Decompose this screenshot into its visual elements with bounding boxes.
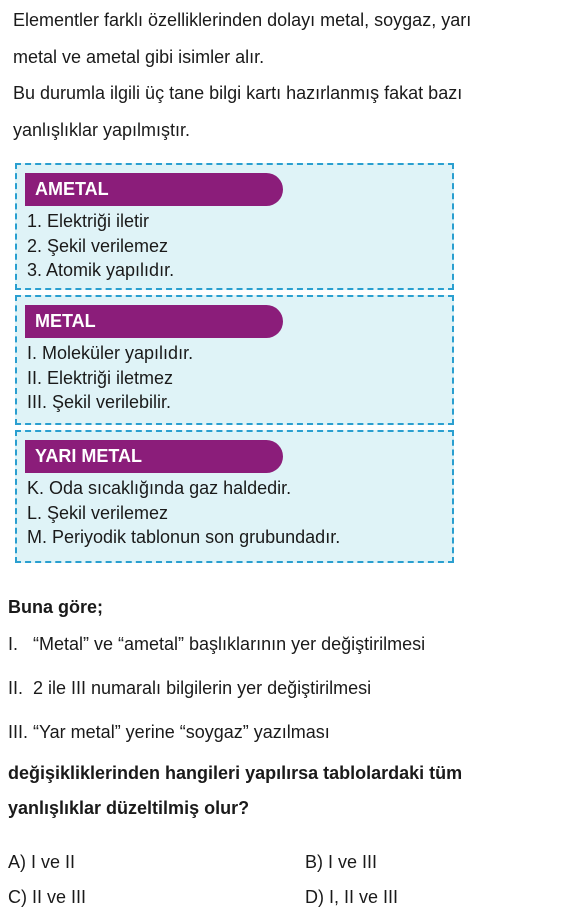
question-stem (8, 754, 568, 826)
card-item: 2. Şekil verilemez (27, 235, 169, 256)
question-option: III. “Yar metal” yerine “soygaz” yazılması (8, 722, 330, 742)
answer-choices (8, 845, 568, 915)
answer-c[interactable]: C) II ve III (8, 887, 87, 907)
card-items (27, 476, 440, 550)
question-stem-line: yanlışlıklar düzeltilmiş olur? (8, 798, 250, 818)
intro-line: yanlışlıklar yapılmıştır. (13, 119, 191, 140)
answer-row (8, 845, 568, 880)
card-title: AMETAL (25, 173, 283, 206)
question-option: I. “Metal” ve “ametal” başlıklarının yer değiştirilmesi (8, 634, 426, 654)
card-title: METAL (25, 305, 283, 338)
card-title: YARI METAL (25, 440, 283, 473)
info-cards (15, 163, 454, 563)
card-metal (15, 295, 454, 425)
card-ametal (15, 163, 454, 290)
answer-a[interactable]: A) I ve II (8, 852, 76, 872)
card-item: 3. Atomik yapılıdır. (27, 260, 175, 280)
card-items (27, 209, 440, 283)
question-block (8, 592, 568, 826)
intro-line: metal ve ametal gibi isimler alır. (13, 46, 265, 67)
card-item: I. Moleküler yapılıdır. (27, 343, 194, 363)
intro-line: Elementler farklı özelliklerinden dolayı metal, soygaz, yarı (13, 10, 472, 30)
intro-text (13, 2, 565, 148)
answer-d[interactable]: D) I, II ve III (305, 887, 399, 907)
card-item: II. Elektriği iletmez (27, 367, 174, 388)
card-items (27, 341, 440, 415)
answer-row (8, 880, 568, 915)
answer-b[interactable]: B) I ve III (305, 852, 378, 872)
card-item: K. Oda sıcaklığında gaz haldedir. (27, 478, 292, 498)
card-item: III. Şekil verilebilir. (27, 392, 172, 412)
question-option: II. 2 ile III numaralı bilgilerin yer değiştirilmesi (8, 678, 372, 698)
card-item: L. Şekil verilemez (27, 502, 169, 523)
card-item: 1. Elektriği iletir (27, 211, 150, 231)
intro-line: Bu durumla ilgili üç tane bilgi kartı hazırlanmış fakat bazı (13, 83, 463, 103)
card-yari-metal (15, 430, 454, 563)
question-stem-line: değişikliklerinden hangileri yapılırsa tablolardaki tüm (8, 763, 463, 783)
question-lead: Buna göre; (8, 597, 104, 617)
card-item: M. Periyodik tablonun son grubundadır. (27, 527, 341, 547)
